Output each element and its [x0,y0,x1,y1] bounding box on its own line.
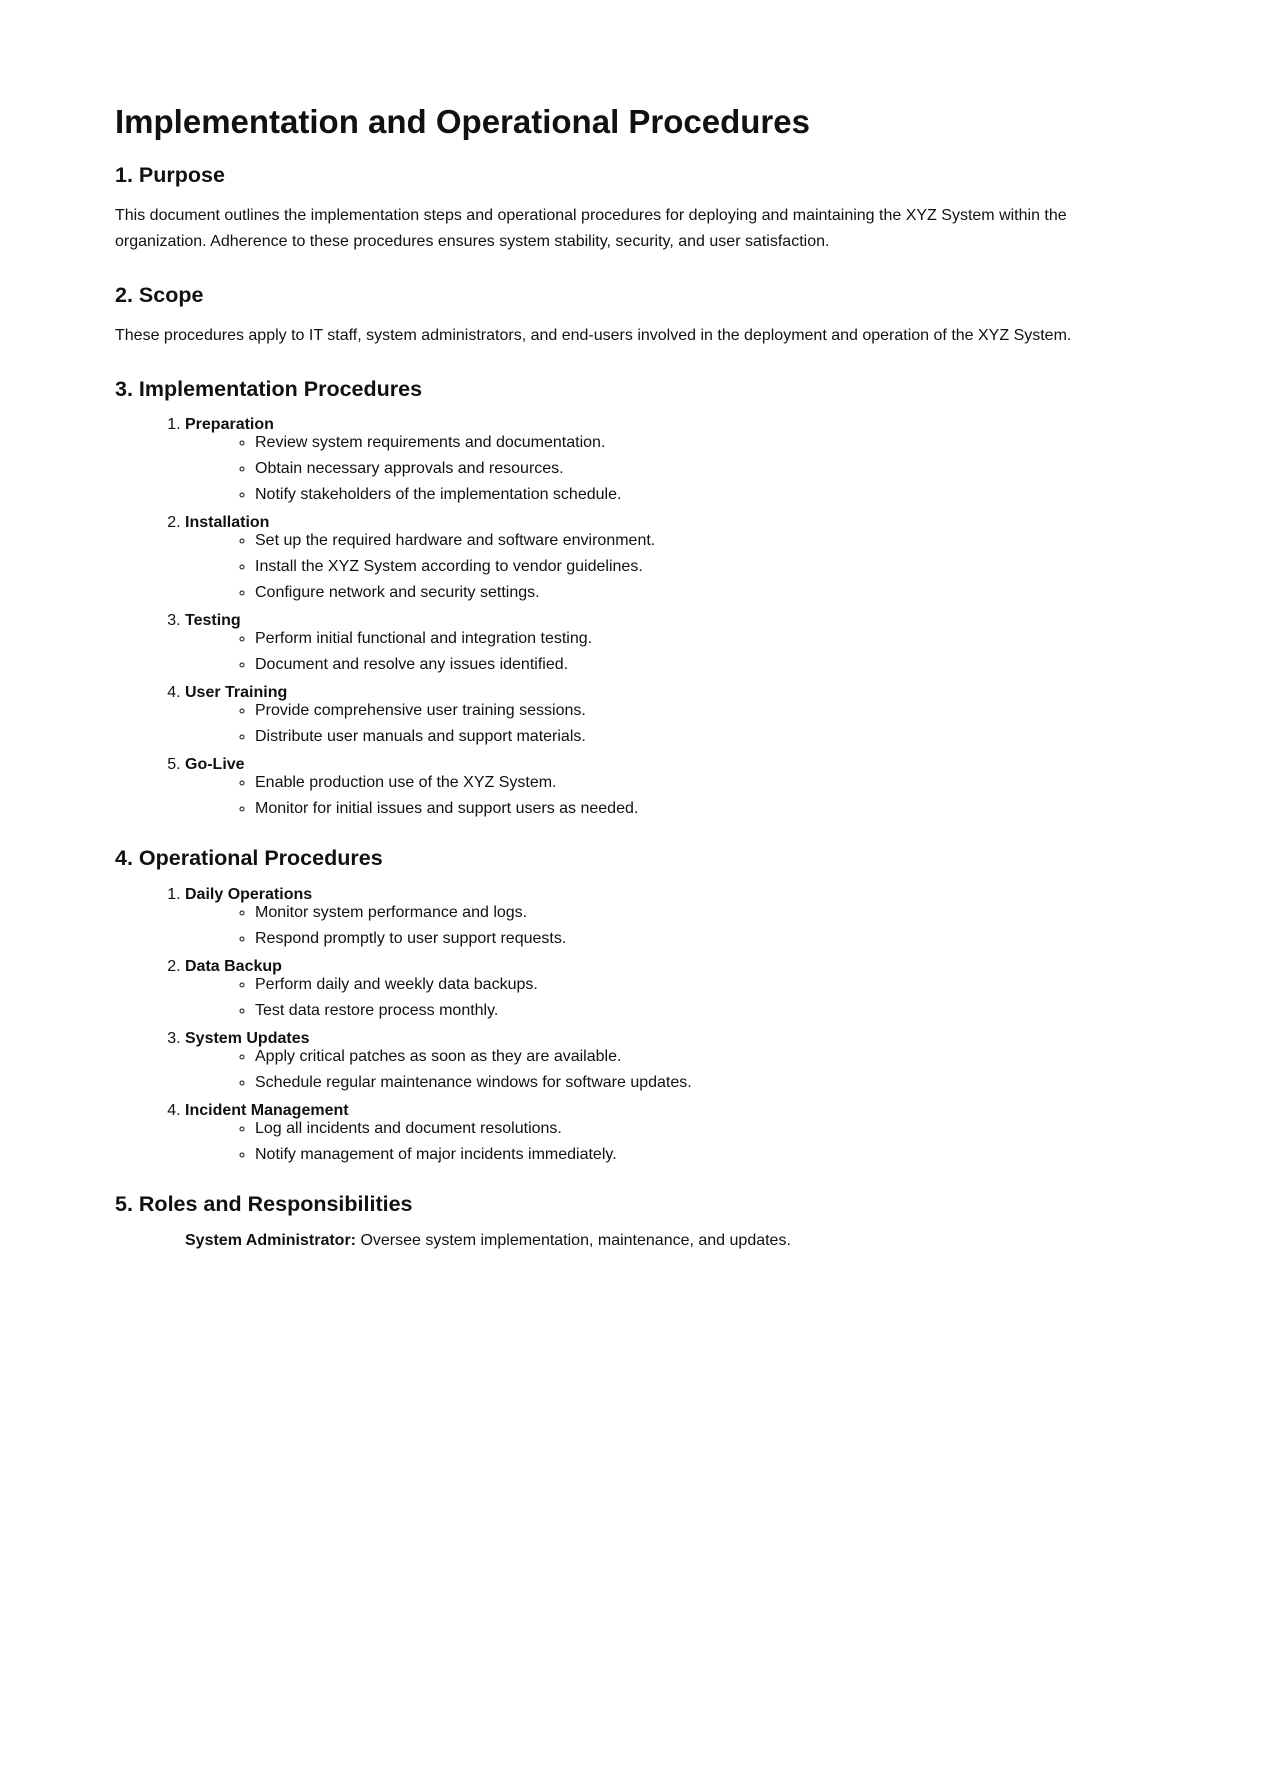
list-item: ◦ Provide comprehensive user training sessions. [255,702,1155,720]
step-items-list [185,630,1155,674]
step-title: Daily Operations [185,886,313,904]
step-items-list [185,1120,1155,1164]
list-item: ◦ Perform daily and weekly data backups. [255,976,1155,994]
roles-list [115,1232,1155,1250]
page-title: Implementation and Operational Procedures [115,103,810,140]
step-items-list [185,774,1155,818]
operational-steps-list [115,886,1155,1164]
scope-section [115,283,1155,349]
purpose-section [115,163,1155,255]
purpose-heading: 1. Purpose [115,162,225,187]
step-title: Preparation [185,416,274,434]
implementation-step [185,612,1155,674]
list-item: ◦ Monitor for initial issues and support users as needed. [255,800,1155,818]
step-items-list [185,532,1155,602]
operational-step [185,1102,1155,1164]
implementation-step [185,514,1155,602]
step-items-list [185,1048,1155,1092]
roles-heading: 5. Roles and Responsibilities [115,1192,413,1217]
list-item: ◦ Log all incidents and document resolutions. [255,1120,1155,1138]
role-description: Oversee system implementation, maintenance, and updates. [356,1231,791,1249]
list-item: ◦ Review system requirements and documentation. [255,434,1155,452]
operational-step [185,886,1155,948]
role-name: System Administrator: [185,1231,356,1249]
operational-step [185,958,1155,1020]
step-title: Data Backup [185,958,282,976]
list-item: ◦ Document and resolve any issues identified. [255,656,1155,674]
list-item: ◦ Monitor system performance and logs. [255,904,1155,922]
list-item: ◦ Install the XYZ System according to vendor guidelines. [255,558,1155,576]
step-title: User Training [185,684,288,702]
list-item: ◦ Notify stakeholders of the implementation schedule. [255,486,1155,504]
implementation-step [185,416,1155,504]
list-item: ◦ Schedule regular maintenance windows for software updates. [255,1074,1155,1092]
implementation-step [185,684,1155,746]
scope-text: These procedures apply to IT staff, system administrators, and end-users involved in the deployment and operation of the XYZ System. [115,326,1072,344]
step-title: Incident Management [185,1102,349,1120]
step-title: Testing [185,612,241,630]
step-items-list [185,904,1155,948]
operational-section [115,846,1155,1164]
list-item: ◦ Apply critical patches as soon as they are available. [255,1048,1155,1066]
step-items-list [185,702,1155,746]
document-content [115,103,1155,1308]
step-title: System Updates [185,1030,310,1048]
list-item: ◦ Obtain necessary approvals and resources. [255,460,1155,478]
list-item: ◦ Configure network and security settings. [255,584,1155,602]
implementation-heading: 3. Implementation Procedures [115,376,423,401]
operational-step [185,1030,1155,1092]
step-items-list [185,434,1155,504]
implementation-section [115,377,1155,819]
list-item: ◦ Enable production use of the XYZ System. [255,774,1155,792]
purpose-text: This document outlines the implementation steps and operational procedures for deploying and maintaining the XYZ System within the organization. Adherence to these procedures ensures system stability, security, and user satisfaction. [115,206,1067,250]
list-item: ◦ Set up the required hardware and software environment. [255,532,1155,550]
step-title: Go-Live [185,756,245,774]
list-item: ◦ Test data restore process monthly. [255,1002,1155,1020]
list-item: ◦ Respond promptly to user support requests. [255,930,1155,948]
list-item [185,1232,1155,1250]
roles-section [115,1192,1155,1250]
step-items-list [185,976,1155,1020]
scope-heading: 2. Scope [115,282,204,307]
implementation-steps-list [115,416,1155,818]
operational-heading: 4. Operational Procedures [115,846,383,871]
list-item: ◦ Distribute user manuals and support materials. [255,728,1155,746]
implementation-step [185,756,1155,818]
list-item: ◦ Notify management of major incidents immediately. [255,1146,1155,1164]
step-title: Installation [185,514,270,532]
list-item: ◦ Perform initial functional and integration testing. [255,630,1155,648]
